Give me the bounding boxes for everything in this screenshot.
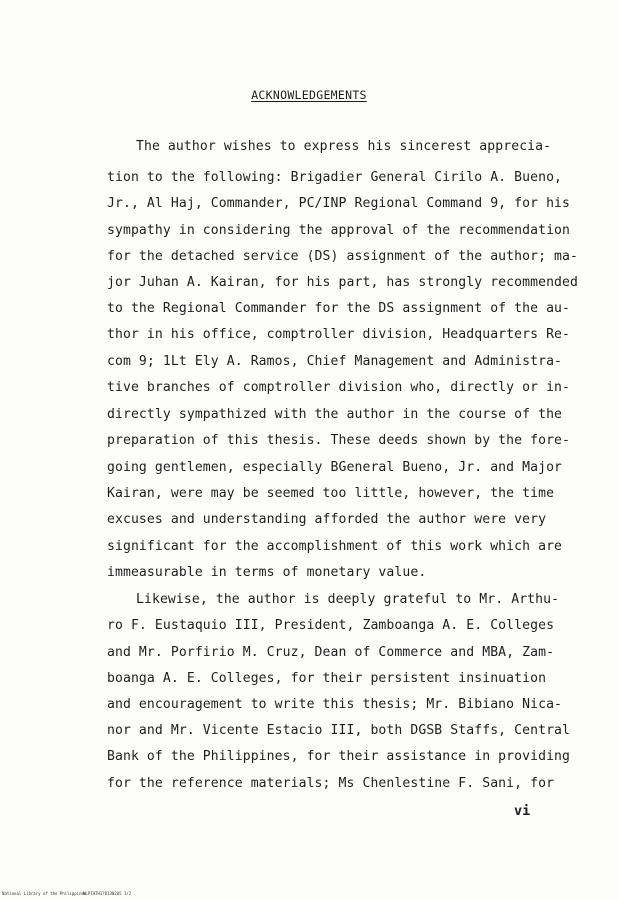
- body-line-12: preparation of this thesis. These deeds shown by the fore-: [107, 433, 571, 448]
- footer-archive-code: NLPTHTH170130205 1/2: [83, 891, 132, 896]
- body-line-14: Kairan, were may be seemed too little, however, the time: [107, 486, 555, 501]
- body-line-16: significant for the accomplishment of this work which are: [107, 539, 563, 554]
- body-line-11: directly sympathized with the author in the course of the: [107, 407, 563, 422]
- footer-archive-label: National Library of the Philippines: [2, 891, 87, 896]
- body-line-25: for the reference materials; Ms Chenlestine F. Sani, for: [107, 776, 555, 791]
- body-line-20: and Mr. Porfirio M. Cruz, Dean of Commerce and MBA, Zam-: [107, 645, 555, 660]
- body-line-7: to the Regional Commander for the DS assignment of the au-: [107, 301, 571, 316]
- body-line-3: Jr., Al Haj, Commander, PC/INP Regional Command 9, for his: [107, 196, 571, 211]
- body-line-4: sympathy in considering the approval of the recommendation: [107, 223, 571, 238]
- body-line-5: for the detached service (DS) assignment of the author; ma-: [107, 249, 579, 264]
- body-line-9: com 9; 1Lt Ely A. Ramos, Chief Management and Administra-: [107, 354, 563, 369]
- body-line-21: boanga A. E. Colleges, for their persistent insinuation: [107, 671, 547, 686]
- body-line-1: The author wishes to express his sincerest apprecia-: [136, 139, 552, 154]
- body-line-6: jor Juhan A. Kairan, for his part, has strongly recommended: [107, 275, 579, 290]
- body-line-19: ro F. Eustaquio III, President, Zamboanga A. E. Colleges: [107, 618, 555, 633]
- page-number: vi: [514, 803, 531, 819]
- body-line-13: going gentlemen, especially BGeneral Bueno, Jr. and Major: [107, 460, 563, 475]
- body-line-23: nor and Mr. Vicente Estacio III, both DGSB Staffs, Central: [107, 723, 571, 738]
- body-line-18: Likewise, the author is deeply grateful to Mr. Arthu-: [136, 592, 560, 607]
- body-line-22: and encouragement to write this thesis; Mr. Bibiano Nica-: [107, 697, 563, 712]
- body-line-17: immeasurable in terms of monetary value.: [107, 565, 427, 580]
- body-line-15: excuses and understanding afforded the author were very: [107, 512, 547, 527]
- page-title: ACKNOWLEDGEMENTS: [251, 88, 367, 102]
- body-line-24: Bank of the Philippines, for their assistance in providing: [107, 749, 571, 764]
- body-line-2: tion to the following: Brigadier General Cirilo A. Bueno,: [107, 170, 563, 185]
- body-line-8: thor in his office, comptroller division, Headquarters Re-: [107, 327, 571, 342]
- body-line-10: tive branches of comptroller division who, directly or in-: [107, 380, 571, 395]
